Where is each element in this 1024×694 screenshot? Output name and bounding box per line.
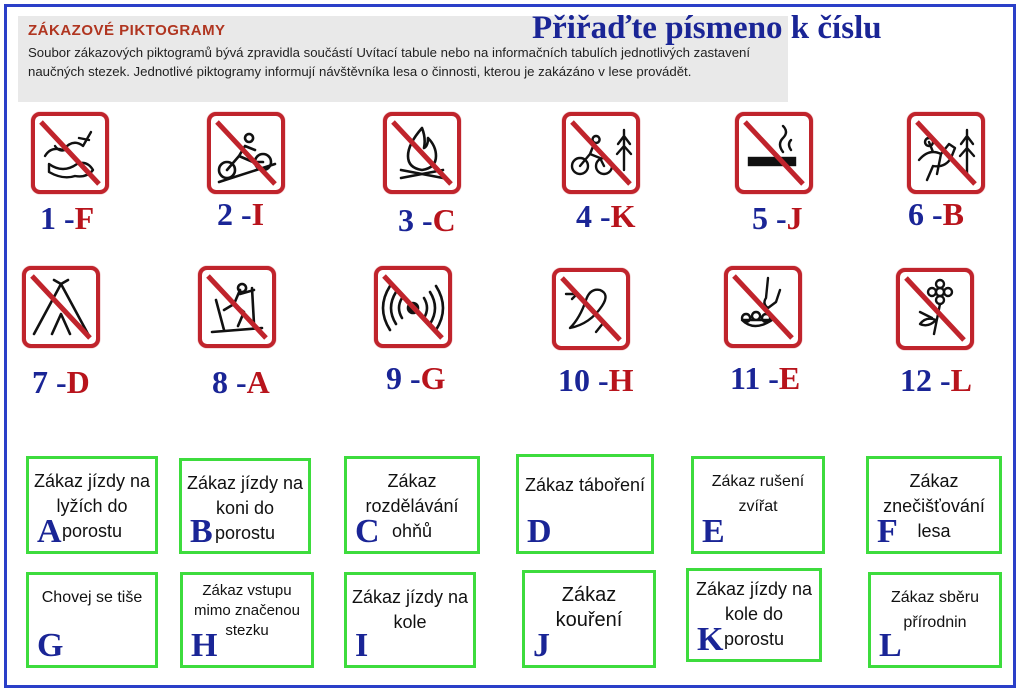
card-text: Zákaz sběru přírodnin [890, 589, 980, 631]
flower-picking-icon [896, 268, 974, 350]
mapping-6: 6 -B [908, 196, 964, 232]
card-c [344, 456, 480, 554]
mapping-3: 3 -C [398, 202, 456, 238]
card-text: Zákaz znečišťování lesa [883, 471, 985, 541]
trail-arrow-icon [552, 268, 630, 350]
card-g [26, 572, 158, 668]
littering-icon [31, 112, 109, 194]
offroad-cycling-icon [562, 112, 640, 194]
card-text: Zákaz rozdělávání ohňů [365, 471, 459, 541]
card-letter: I [355, 627, 369, 664]
card-text: Zákaz jízdy na lyžích do porostu [33, 471, 151, 541]
noise-icon [374, 266, 452, 348]
card-letter: H [191, 627, 218, 664]
card-h [180, 572, 314, 668]
card-text: Zákaz jízdy na koni do porostu [186, 473, 304, 543]
card-letter: K [697, 621, 724, 658]
card-d [516, 454, 654, 554]
mapping-8: 8 -A [212, 364, 270, 400]
mapping-9: 9 -G [386, 360, 446, 396]
card-letter: C [355, 513, 380, 550]
mapping-4: 4 -K [576, 198, 636, 234]
card-l [868, 572, 1002, 668]
cigarette-icon [735, 112, 813, 194]
info-title: ZÁKAZOVÉ PIKTOGRAMY [28, 22, 226, 39]
mapping-10: 10 -H [558, 362, 634, 398]
cycling-icon [207, 112, 285, 194]
mapping-5: 5 -J [752, 200, 803, 236]
feeding-animals-icon [724, 266, 802, 348]
card-a [26, 456, 158, 554]
card-text: Zákaz jízdy na kole do porostu [695, 579, 813, 649]
mapping-12: 12 -L [900, 362, 972, 398]
card-letter: B [190, 513, 213, 550]
card-i [344, 572, 476, 668]
card-text: Chovej se tiše [41, 589, 143, 606]
card-letter: D [527, 513, 552, 550]
card-letter: G [37, 627, 64, 664]
tent-icon [22, 266, 100, 348]
skiing-icon [198, 266, 276, 348]
mapping-11: 11 -E [730, 360, 801, 396]
horse-riding-icon [907, 112, 985, 194]
card-text: Zákaz táboření [524, 475, 646, 495]
card-letter: J [533, 627, 550, 664]
card-text: Zákaz kouření [555, 584, 623, 631]
info-text: Soubor zákazových piktogramů bývá zpravidla součástí Uvítací tabule nebo na informačních tabulích jednotlivých zastavení naučných stezek. Jednotlivé piktogramy informují návštěvníka lesa o činnosti, kterou je zakázáno v lese provádět. [28, 45, 751, 79]
campfire-icon [383, 112, 461, 194]
card-letter: E [702, 513, 725, 550]
card-text: Zákaz vstupu mimo značenou stezku [194, 582, 300, 639]
card-letter: L [879, 627, 902, 664]
card-f [866, 456, 1002, 554]
card-letter: F [877, 513, 898, 550]
card-letter: A [37, 513, 62, 550]
card-text: Zákaz rušení zvířat [711, 473, 805, 515]
card-e [691, 456, 825, 554]
card-k [686, 568, 822, 662]
mapping-1: 1 -F [40, 200, 95, 236]
mapping-2: 2 -I [217, 196, 265, 232]
card-b [179, 458, 311, 554]
card-text: Zákaz jízdy na kole [351, 587, 469, 632]
task-heading: Přiřaďte písmeno k číslu [532, 10, 882, 46]
mapping-7: 7 -D [32, 364, 90, 400]
card-j [522, 570, 656, 668]
